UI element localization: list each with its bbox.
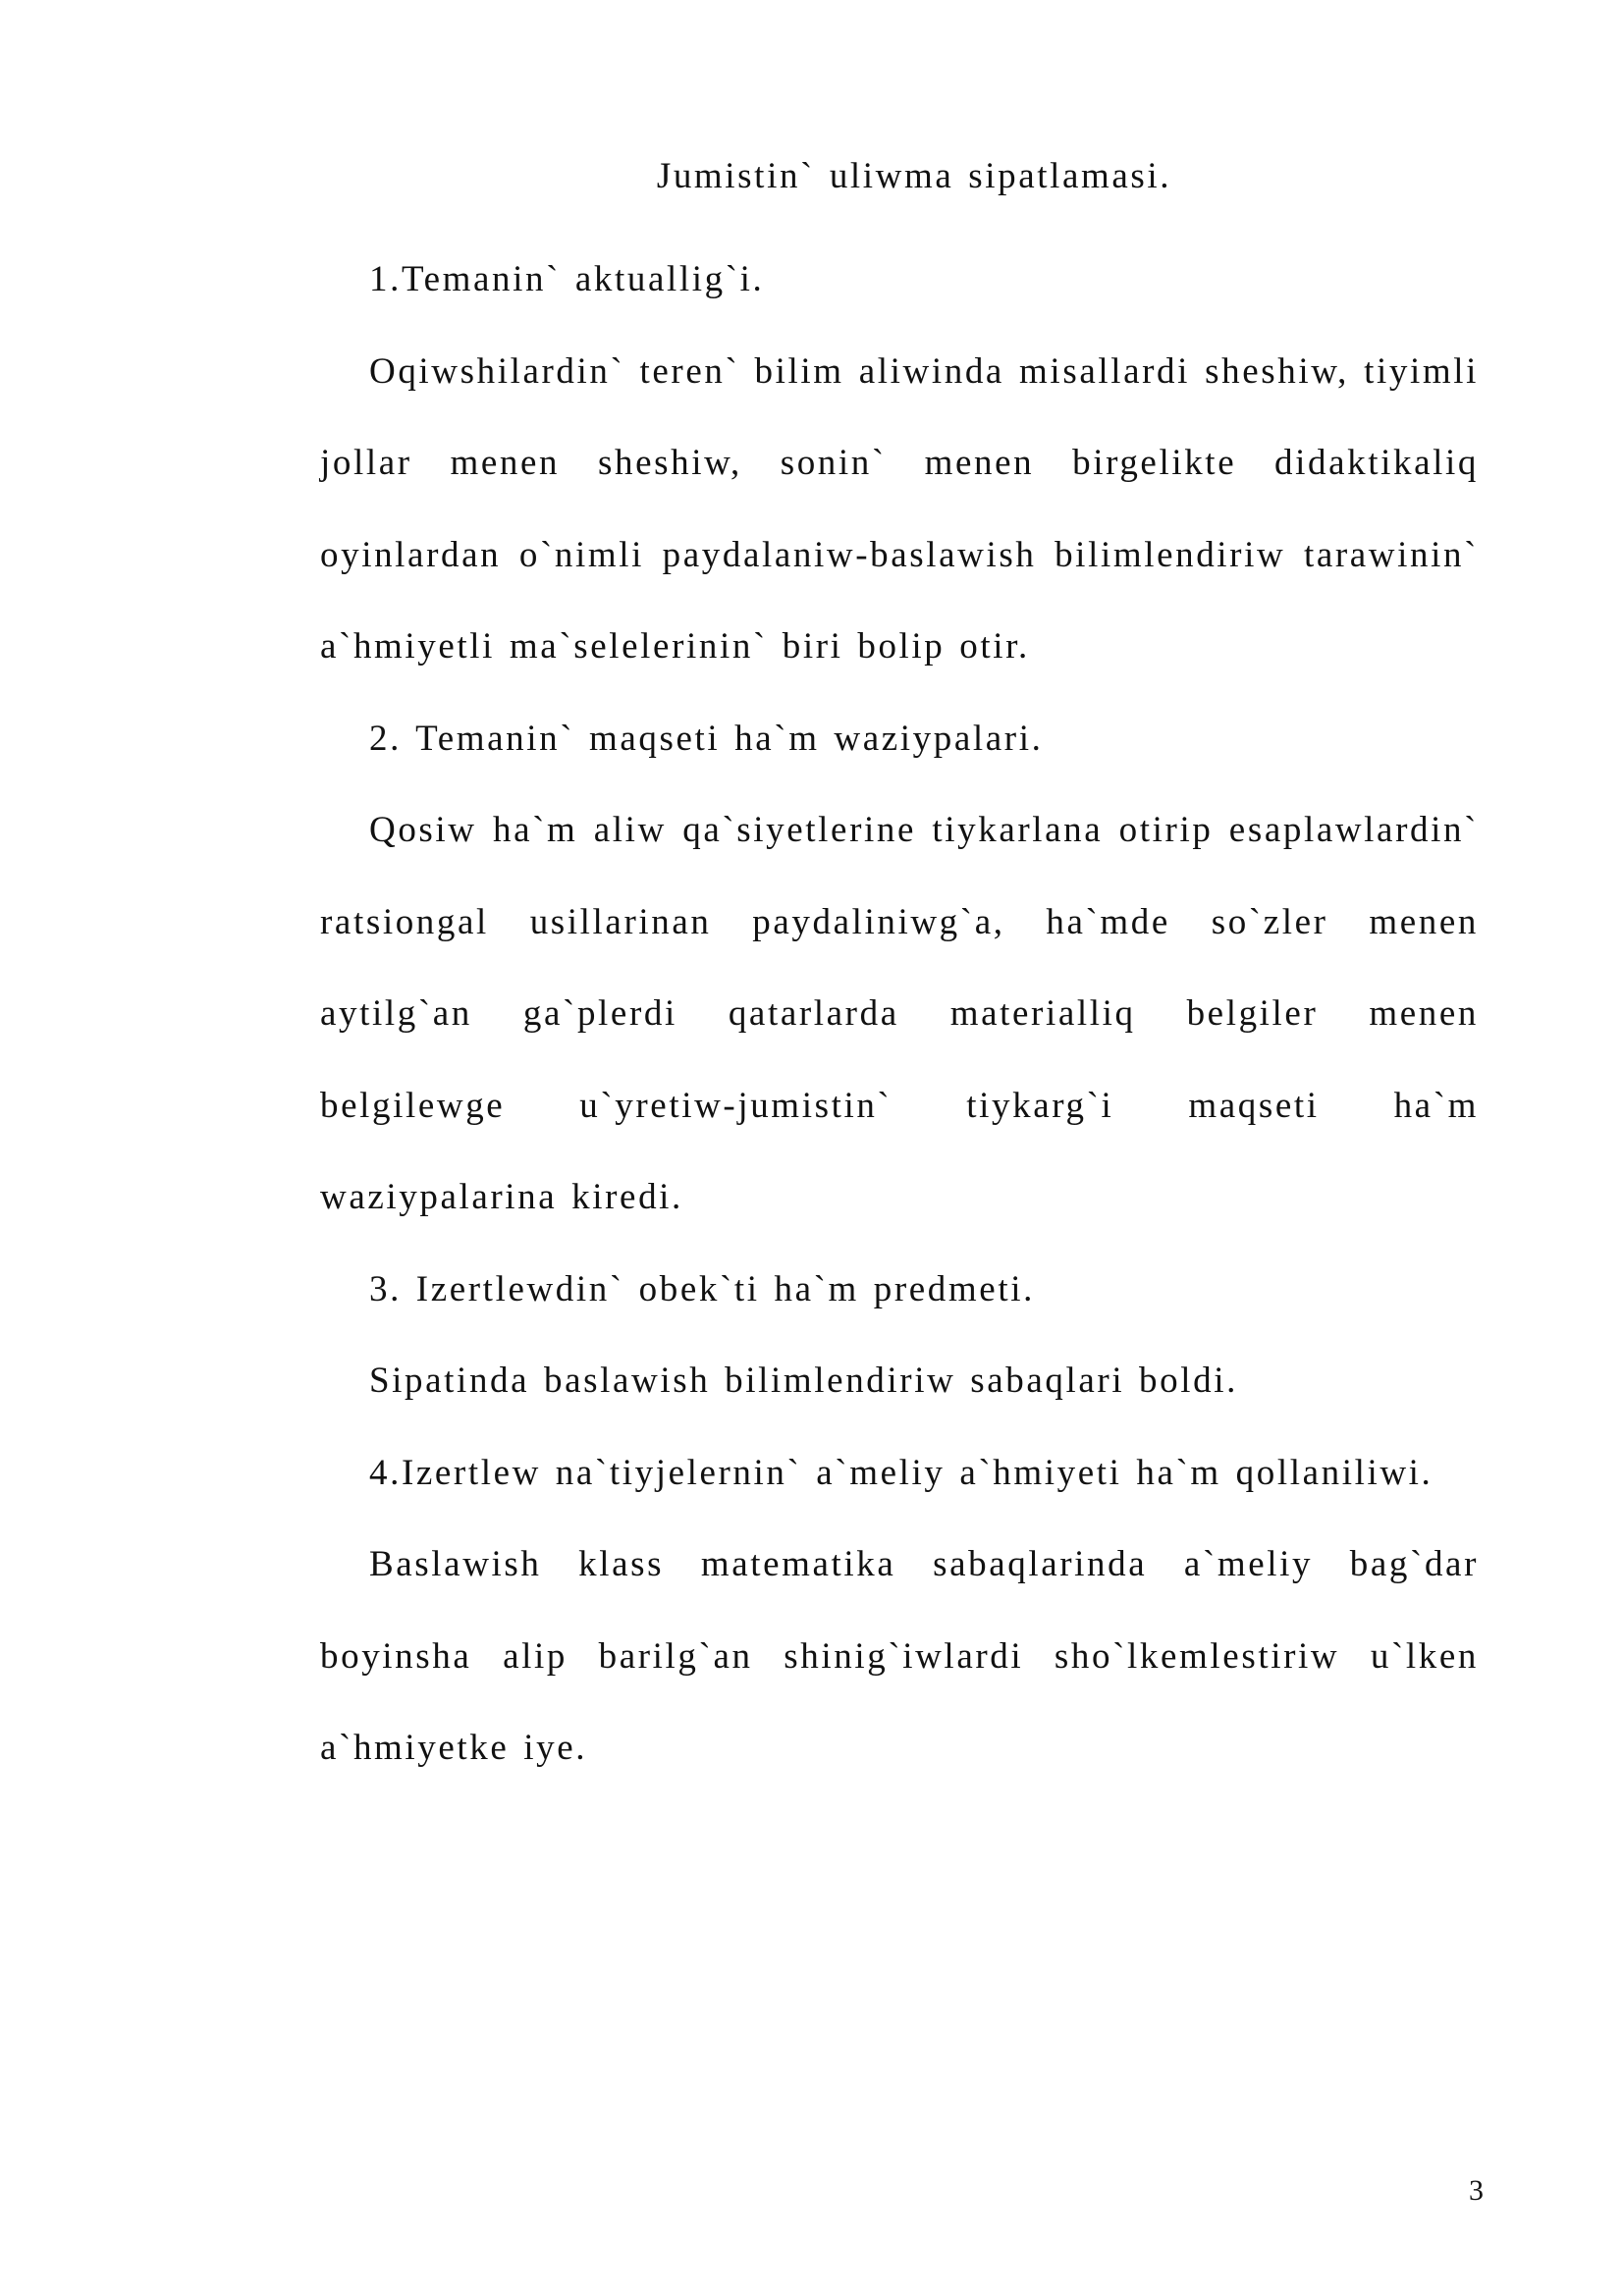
document-title: Jumistin` uliwma sipatlamasi. xyxy=(656,156,1172,196)
section-paragraph-goals: Qosiw ha`m aliw qa`siyetlerine tiykarlana otirip esaplawlardin` ratsiongal usillarinan paydaliniwg`a, ha`mde so`zler menen aytilg`an ga`plerdi qatarlarda materialliq belgiler menen belgilewge u`yretiw-jumistin` tiykarg`i maqseti ha`m waziypalarina kiredi. xyxy=(320,810,1479,1217)
document-body xyxy=(320,142,1479,1794)
section-heading-significance: 4.Izertlew na`tiyjelernin` a`meliy a`hmiyeti ha`m qollaniliwi. xyxy=(369,1452,1434,1493)
section-heading-goals: 2. Temanin` maqseti ha`m waziypalari. xyxy=(369,718,1044,759)
page-number: 3 xyxy=(1469,2174,1484,2207)
section-heading-object: 3. Izertlewdin` obek`ti ha`m predmeti. xyxy=(369,1268,1035,1309)
section-paragraph-relevance: Oqiwshilardin` teren` bilim aliwinda misallardi sheshiw, tiyimli jollar menen sheshiw, sonin` menen birgelikte didaktikaliq oyinlardan o`nimli paydalaniw-baslawish bilimlendiriw tarawinin` a`hmiyetli ma`selelerinin` biri bolip otir. xyxy=(320,350,1479,667)
section-paragraph-object: Sipatinda baslawish bilimlendiriw sabaqlari boldi. xyxy=(369,1361,1238,1401)
section-heading-relevance: 1.Temanin` aktuallig`i. xyxy=(369,259,765,299)
section-paragraph-significance: Baslawish klass matematika sabaqlarinda a`meliy bag`dar boyinsha alip barilg`an shinig`iwlardi sho`lkemlestiriw u`lken a`hmiyetke iye. xyxy=(320,1544,1479,1768)
